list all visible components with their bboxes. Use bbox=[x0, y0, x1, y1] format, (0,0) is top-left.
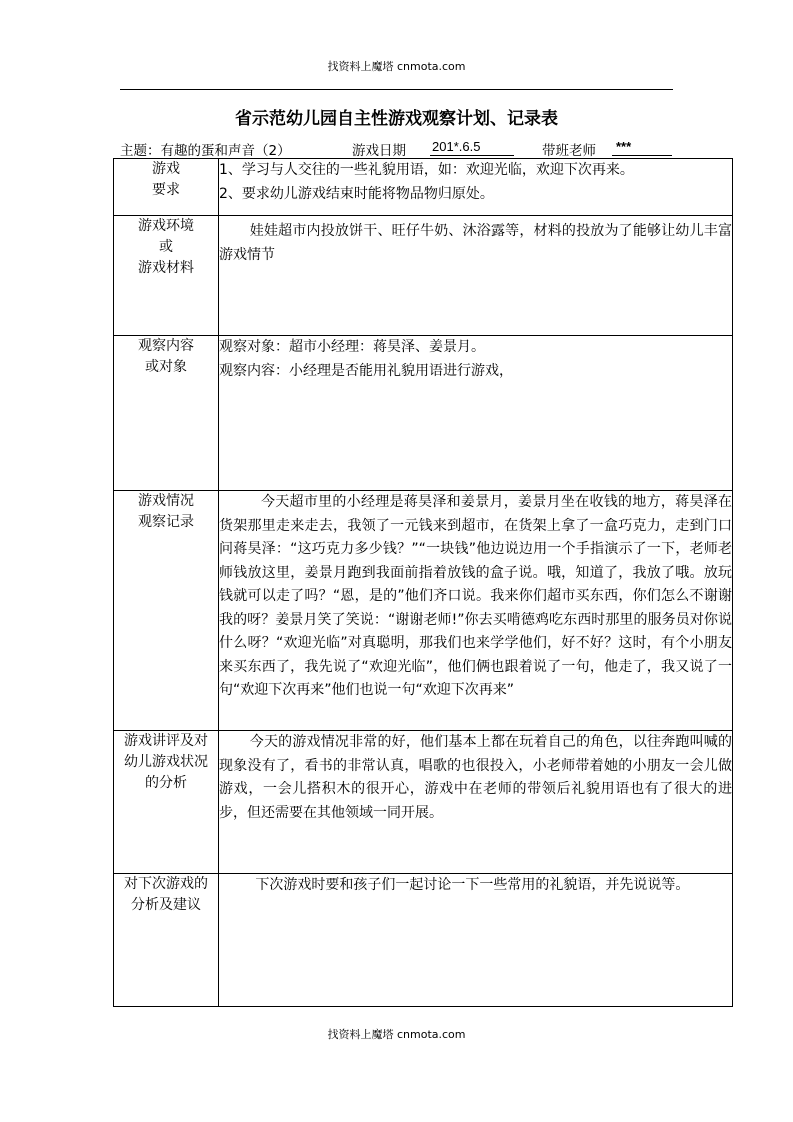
row-content bbox=[219, 731, 733, 874]
row-label-text: 游戏环境 或 游戏材料 bbox=[138, 218, 194, 276]
teacher-value-text: *** bbox=[616, 139, 632, 154]
watermark-bottom: 找资料上魔塔 cnmota.com bbox=[327, 1028, 466, 1041]
row-content bbox=[219, 491, 733, 731]
date-value bbox=[430, 139, 514, 156]
row-content bbox=[219, 216, 733, 336]
row-label bbox=[114, 336, 219, 491]
row-label-text: 游戏情况 观察记录 bbox=[138, 493, 194, 530]
paragraph: 娃娃超市内投放饼干、旺仔牛奶、沐浴露等，材料的投放为了能够让幼儿丰富游戏情节 bbox=[219, 223, 732, 263]
row-label bbox=[114, 491, 219, 731]
row-label-text: 游戏讲评及对幼儿游戏状况的分析 bbox=[124, 733, 208, 791]
header-rule bbox=[120, 89, 673, 90]
paragraph: 下次游戏时要和孩子们一起讨论一下一些常用的礼貌语，并先说说等。 bbox=[255, 877, 690, 893]
row-label bbox=[114, 874, 219, 1007]
row-label-text: 观察内容 或对象 bbox=[138, 338, 194, 375]
topic-label: 主题：有趣的蛋和声音（2） bbox=[120, 143, 291, 159]
teacher-label: 带班老师 bbox=[542, 143, 596, 159]
row-content bbox=[219, 336, 733, 491]
table-row bbox=[114, 159, 733, 216]
paragraph: 观察对象：超市小经理：蒋昊泽、姜景月。 bbox=[219, 339, 485, 355]
row-label bbox=[114, 731, 219, 874]
watermark-top: 找资料上魔塔 cnmota.com bbox=[327, 60, 466, 73]
paragraph: 2、要求幼儿游戏结束时能将物品物归原处。 bbox=[219, 185, 494, 202]
paragraph: 今天超市里的小经理是蒋昊泽和姜景月，姜景月坐在收钱的地方，蒋昊泽在货架那里走来走去，我领了一元钱来到超市，在货架上拿了一盒巧克力，走到门口问蒋昊泽：“这巧克力多少钱？”“一块钱”他边说边用一个手指演示了一下，老师老师钱放这里，姜景月跑到我面前指着放钱的盒子说。哦，知道了，我放了哦。放玩钱就可以走了吗？“恩，是的”他们齐口说。我来你们超市买东西，你们怎么不谢谢我的呀？姜景月笑了笑说：“谢谢老师!”你去买啃德鸡吃东西时那里的服务员对你说什么呀？“欢迎光临”对真聪明，那我们也来学学他们，好不好？这时，有个小朋友来买东西了，我先说了“欢迎光临”，他们俩也跟着说了一句，他走了，我又说了一句“欢迎下次再来”他们也说一句“欢迎下次再来” bbox=[219, 494, 732, 698]
row-content bbox=[219, 159, 733, 216]
table-row bbox=[114, 731, 733, 874]
table-row bbox=[114, 491, 733, 731]
observation-table bbox=[113, 158, 733, 1007]
date-value-text: 201*.6.5 bbox=[432, 139, 481, 154]
row-content bbox=[219, 874, 733, 1007]
date-label: 游戏日期 bbox=[352, 143, 406, 159]
row-label bbox=[114, 216, 219, 336]
paragraph: 1、学习与人交往的一些礼貌用语，如：欢迎光临，欢迎下次再来。 bbox=[219, 162, 634, 178]
row-label bbox=[114, 159, 219, 216]
paragraph: 今天的游戏情况非常的好，他们基本上都在玩着自己的角色，以往奔跑叫喊的现象没有了，看书的非常认真，唱歌的也很投入，小老师带着她的小朋友一会儿做游戏，一会儿搭积木的很开心，游戏中在老师的带领后礼貌用语也有了很大的进步，但还需要在其他领域一同开展。 bbox=[219, 734, 732, 821]
teacher-value bbox=[612, 139, 672, 156]
document-title: 省示范幼儿园自主性游戏观察计划、记录表 bbox=[235, 109, 558, 129]
table-row bbox=[114, 336, 733, 491]
paragraph: 观察内容：小经理是否能用礼貌用语进行游戏， bbox=[219, 362, 513, 379]
row-label-text: 游戏 要求 bbox=[152, 161, 180, 198]
table-row bbox=[114, 216, 733, 336]
row-label-text: 对下次游戏的分析及建议 bbox=[124, 876, 208, 913]
table-row bbox=[114, 874, 733, 1007]
